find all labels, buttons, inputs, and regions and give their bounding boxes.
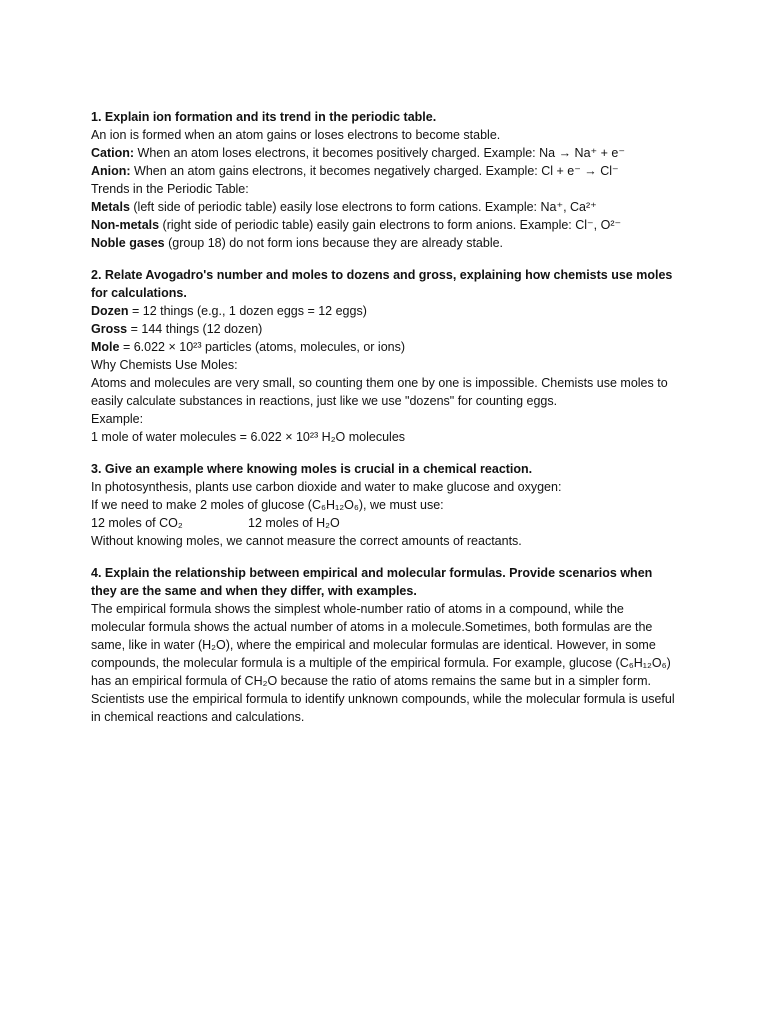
text-line: If we need to make 2 moles of glucose (C₆H₁₂O₆), we must use:: [91, 498, 444, 512]
text-line: In photosynthesis, plants use carbon dioxide and water to make glucose and oxygen:: [91, 480, 562, 494]
term-label: Cation:: [91, 146, 135, 160]
text-line: Without knowing moles, we cannot measure the correct amounts of reactants.: [91, 534, 522, 548]
term-label: Gross: [91, 322, 128, 336]
question-heading: 3. Give an example where knowing moles is crucial in a chemical reaction.: [91, 462, 533, 476]
anion-line: [91, 162, 681, 180]
section-moles-reaction: [91, 460, 681, 550]
question-heading: 4. Explain the relationship between empirical and molecular formulas. Provide scenarios when they are the same and when they differ, with examples.: [91, 566, 653, 598]
term-text: (right side of periodic table) easily gain electrons to form anions. Example: Cl⁻, O²⁻: [159, 218, 622, 232]
term-label: Dozen: [91, 304, 129, 318]
paragraph: The empirical formula shows the simplest whole-number ratio of atoms in a compound, while the molecular formula shows the actual number of atoms in a molecule.Sometimes, both formulas are the same, like in water (H₂O), where the empirical and molecular formulas are identical. However, in some compounds, the molecular formula is a multiple of the empirical formula. For example, glucose (C₆H₁₂O₆) has an empirical formula of CH₂O because the ratio of atoms remains the same but in a simpler form. Scientists use the empirical formula to identify unknown compounds, while the molecular formula is useful in chemical reactions and calculations.: [91, 602, 675, 724]
term-text: (group 18) do not form ions because they are already stable.: [164, 236, 504, 250]
text-line: Trends in the Periodic Table:: [91, 182, 249, 196]
section-ion-formation: [91, 108, 681, 252]
text-line: Why Chemists Use Moles:: [91, 358, 238, 372]
text-line: Example:: [91, 412, 144, 426]
document-page: [91, 108, 681, 740]
term-text: = 6.022 × 10²³ particles (atoms, molecules, or ions): [119, 340, 406, 354]
question-heading: 2. Relate Avogadro's number and moles to dozens and gross, explaining how chemists use moles for calculations.: [91, 268, 673, 300]
term-label: Metals: [91, 200, 130, 214]
metals-line: [91, 198, 681, 216]
co2-amount: 12 moles of CO₂: [91, 516, 183, 530]
nonmetals-line: [91, 216, 681, 234]
h2o-amount: 12 moles of H₂O: [248, 516, 340, 530]
text-line: An ion is formed when an atom gains or loses electrons to become stable.: [91, 128, 501, 142]
term-label: Mole: [91, 340, 120, 354]
noble-gases-line: [91, 234, 681, 252]
term-label: Non-metals: [91, 218, 160, 232]
question-heading: 1. Explain ion formation and its trend in the periodic table.: [91, 110, 437, 124]
mole-line: [91, 338, 681, 356]
text-line: 1 mole of water molecules = 6.022 × 10²³ H₂O molecules: [91, 430, 406, 444]
gross-line: [91, 320, 681, 338]
reactants-line: [91, 514, 681, 532]
term-text: = 12 things (e.g., 1 dozen eggs = 12 eggs): [128, 304, 367, 318]
term-text: = 144 things (12 dozen): [127, 322, 263, 336]
term-text: When an atom gains electrons, it becomes negatively charged. Example: Cl + e⁻ → Cl⁻: [130, 164, 619, 178]
paragraph: Atoms and molecules are very small, so counting them one by one is impossible. Chemists use moles to easily calculate substances in reactions, just like we use "dozens" for counting eggs.: [91, 376, 668, 408]
cation-line: [91, 144, 681, 162]
term-label: Noble gases: [91, 236, 165, 250]
term-text: When an atom loses electrons, it becomes positively charged. Example: Na → Na⁺ + e⁻: [134, 146, 625, 160]
term-label: Anion:: [91, 164, 131, 178]
section-formulas: [91, 564, 681, 726]
section-avogadro: [91, 266, 681, 446]
term-text: (left side of periodic table) easily lose electrons to form cations. Example: Na⁺, Ca²⁺: [129, 200, 597, 214]
dozen-line: [91, 302, 681, 320]
